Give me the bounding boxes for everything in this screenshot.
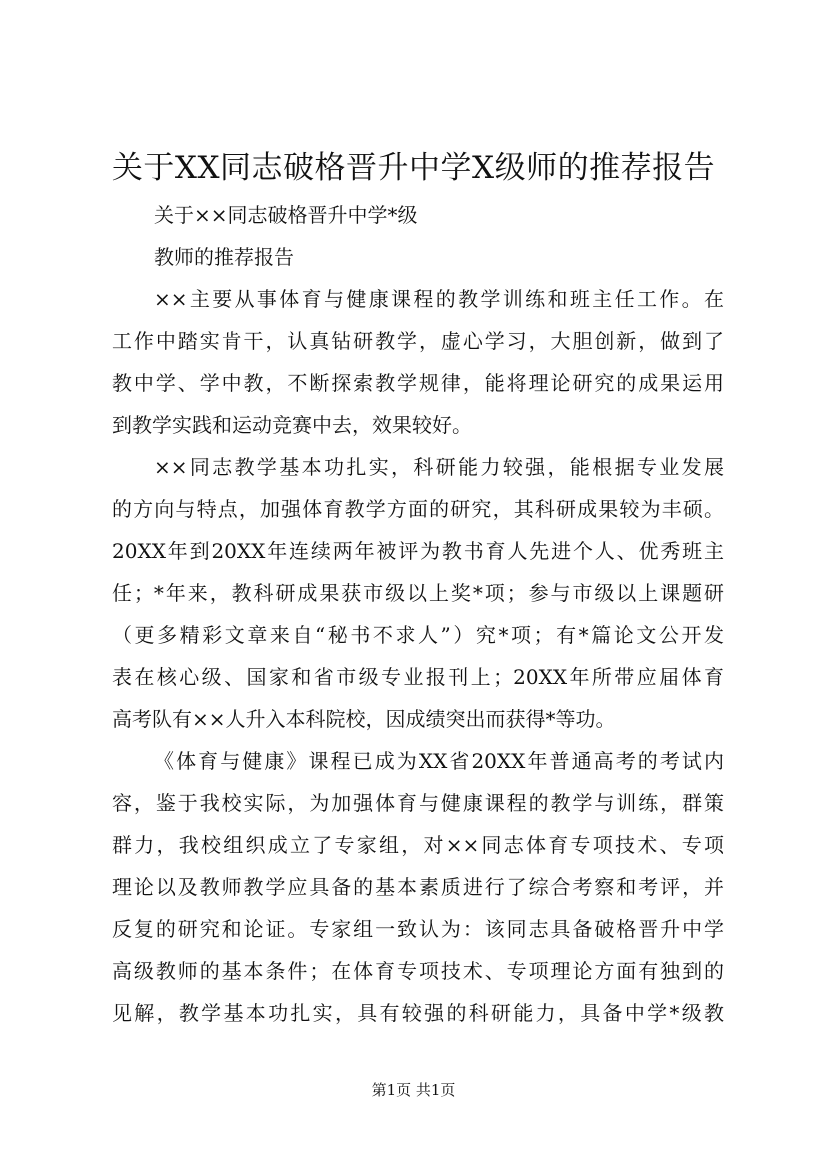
page-footer: 第1页 共1页 xyxy=(371,1081,456,1099)
text-line: 群力，我校组织成立了专家组，对××同志体育专项技术、专项 xyxy=(112,833,724,857)
text-line: 反复的研究和论证。专家组一致认为：该同志具备破格晋升中学 xyxy=(112,917,724,941)
text-line: 《体育与健康》课程已成为XX省20XX年普通高考的考试内 xyxy=(154,749,724,773)
text-line: 到教学实践和运动竞赛中去，效果较好。 xyxy=(112,413,472,437)
text-line: 容，鉴于我校实际，为加强体育与健康课程的教学与训练，群策 xyxy=(112,791,724,815)
document-title: 关于XX同志破格晋升中学X级师的推荐报告 xyxy=(111,150,716,186)
text-line: 工作中踏实肯干，认真钻研教学，虚心学习，大胆创新，做到了 xyxy=(112,329,724,353)
text-line: ××同志教学基本功扎实，科研能力较强，能根据专业发展 xyxy=(154,455,724,479)
text-line: 关于××同志破格晋升中学*级 xyxy=(154,203,418,227)
text-line: 见解，教学基本功扎实，具有较强的科研能力，具备中学*级教 xyxy=(112,1001,724,1025)
text-line: 表在核心级、国家和省市级专业报刊上；20XX年所带应届体育 xyxy=(112,665,724,689)
text-line: 20XX年到20XX年连续两年被评为教书育人先进个人、优秀班主 xyxy=(112,539,724,563)
text-line: 任；*年来，教科研成果获市级以上奖*项；参与市级以上课题研 xyxy=(112,581,724,605)
text-line: ××主要从事体育与健康课程的教学训练和班主任工作。在 xyxy=(154,287,724,311)
text-line: 理论以及教师教学应具备的基本素质进行了综合考察和考评，并 xyxy=(112,875,724,899)
text-line: 教中学、学中教，不断探索教学规律，能将理论研究的成果运用 xyxy=(112,371,724,395)
text-line: 教师的推荐报告 xyxy=(154,245,294,269)
text-line: 高级教师的基本条件；在体育专项技术、专项理论方面有独到的 xyxy=(112,959,724,983)
text-line: 高考队有××人升入本科院校，因成绩突出而获得*等功。 xyxy=(112,707,616,731)
text-line: （更多精彩文章来自“秘书不求人”）究*项；有*篇论文公开发 xyxy=(112,623,724,647)
text-line: 的方向与特点，加强体育教学方面的研究，其科研成果较为丰硕。 xyxy=(112,497,724,521)
